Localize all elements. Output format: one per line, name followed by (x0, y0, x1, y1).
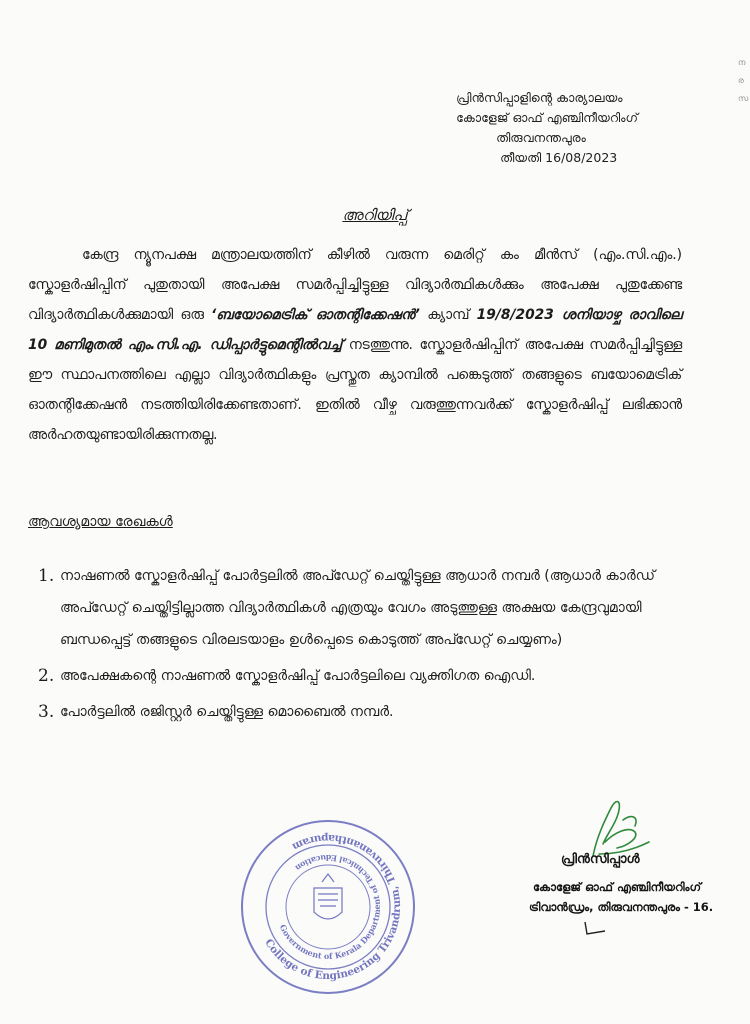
seal-inner-text: Government of Kerala Department of Technical Education (277, 852, 383, 962)
college-seal (236, 812, 420, 1002)
letter-date: തീയതി 16/08/2023 (500, 150, 618, 165)
notice-body (28, 240, 682, 450)
notice-title: അറിയിപ്പ് (342, 206, 408, 224)
list-item (28, 696, 688, 728)
list-number: 3. (38, 702, 55, 722)
documents-list (28, 560, 688, 732)
list-number: 1. (38, 566, 55, 586)
college-name: കോളേജ് ഓഫ് എഞ്ചിനീയറിംഗ് (456, 110, 638, 125)
letter-header (456, 88, 638, 168)
camp-name: ‘ബയോമെട്രിക് ഓതന്റിക്കേഷൻ’ (211, 307, 420, 323)
edge-mark: ര (738, 76, 744, 85)
seal-outer-text: College of Engineering Trivandrum, Thiruvananthapuram (262, 831, 404, 983)
camp-schedule: 19/8/2023 ശനിയാഴ്ച രാവിലെ 10 മണിമുതൽ എം.സി.എ. ഡിപ്പാർട്ടുമെന്റിൽവച്ച് (28, 307, 682, 353)
signature-designation: പ്രിൻസിപ്പാൾ (561, 852, 640, 867)
list-item-text: അപേക്ഷകന്റെ നാഷണൽ സ്കോളർഷിപ്പ് പോർട്ടലിലെ വ്യക്തിഗത ഐഡി. (60, 668, 536, 684)
signature-address: ട്രിവാൻഡ്രം, തിരുവനന്തപുരം - 16. (529, 900, 714, 914)
list-item (28, 560, 688, 656)
city-name: തിരുവനന്തപുരം (496, 130, 586, 145)
principal-signature-block (529, 796, 745, 936)
list-item-text: നാഷണൽ സ്കോളർഷിപ്പ് പോർട്ടലിൽ അപ്ഡേറ്റ് ചെയ്തിട്ടുള്ള ആധാർ നമ്പർ (ആധാർ കാർഡ് അപ്ഡേറ്റ് ചെയ്തിട്ടില്ലാത്ത വിദ്യാർത്ഥികൾ എത്രയും വേഗം അടുത്തുള്ള അക്ഷയ കേന്ദ്രവുമായി ബന്ധപ്പെട്ട് തങ്ങളുടെ വിരലടയാളം ഉൾപ്പെടെ കൊടുത്ത് അപ്ഡേറ്റ് ചെയ്യണം) (60, 568, 655, 648)
edge-mark: ന (738, 58, 746, 67)
notice-text: കേന്ദ്ര ന്യൂനപക്ഷ മന്ത്രാലയത്തിന് കീഴിൽ വരുന്ന മെരിറ്റ് കം മീൻസ് (എം.സി.എം.) സ്കോളർഷിപ്പിന് പുതുതായി അപേക്ഷ സമർപ്പിച്ചിട്ടുള്ള വിദ്യാർത്ഥികൾക്കും അപേക്ഷ പുതുക്കേണ്ട വിദ്യാർത്ഥികൾക്കുമായി ഒരു (28, 247, 682, 323)
signature-college: കോളേജ് ഓഫ് എഞ്ചിനീയറിംഗ് (533, 880, 701, 894)
emblem-icon (314, 874, 342, 919)
initial-mark-icon (581, 918, 611, 938)
edge-mark: സ (738, 94, 749, 103)
notice-text: ക്യാമ്പ് (419, 307, 477, 323)
documents-heading: ആവശ്യമായ രേഖകൾ (28, 514, 173, 530)
list-item-text: പോർട്ടലിൽ രജിസ്റ്റർ ചെയ്തിട്ടുള്ള മൊബൈൽ നമ്പർ. (60, 704, 394, 720)
notice-text: നടത്തുന്നു. സ്കോളർഷിപ്പിന് അപേക്ഷ സമർപ്പിച്ചിട്ടുള്ള ഈ സ്ഥാപനത്തിലെ എല്ലാ വിദ്യാർത്ഥികളും പ്രസ്തുത ക്യാമ്പിൽ പങ്കെടുത്ത് തങ്ങളുടെ ബയോമെട്രിക് ഓതന്റിക്കേഷൻ നടത്തിയിരിക്കേണ്ടതാണ്. ഇതിൽ വീഴ്ച വരുത്തുന്നവർക്ക് സ്കോളർഷിപ്പ് ലഭിക്കാൻ അർഹതയുണ്ടായിരിക്കുന്നതല്ല. (28, 337, 682, 443)
list-item (28, 660, 688, 692)
list-number: 2. (38, 666, 55, 686)
office-name: പ്രിൻസിപ്പാളിന്റെ കാര്യാലയം (456, 90, 623, 105)
